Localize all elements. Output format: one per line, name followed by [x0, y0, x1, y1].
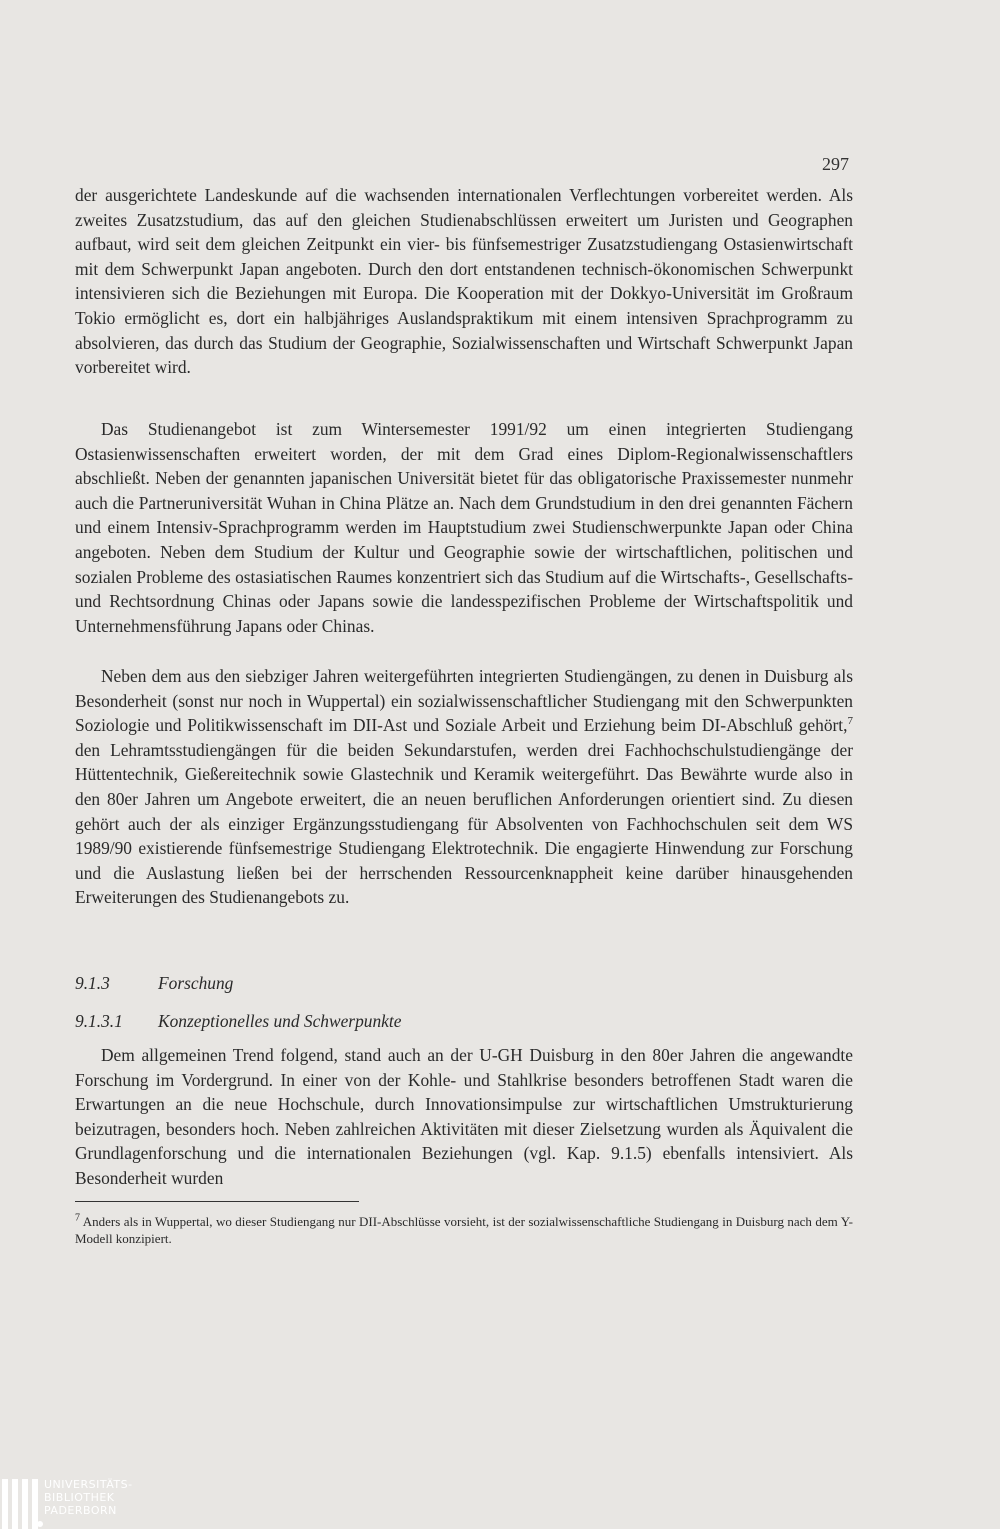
paragraph-3-text-after: den Lehramtsstudiengängen für die beiden Sekundarstufen, werden drei Fachhochschulstudiengänge der Hüttentechnik, Gießereitechnik sowie Glastechnik und Keramik weitergeführt. Das Bewährte wurde also in den 80er Jahren um Angebote erweitert, die an neuen beruflichen Anforderungen orientiert sind. Zu diesen gehört auch der als einziger Ergänzungsstudiengang für Absolventen von Fachhochschulen seit dem WS 1989/90 existierende fünfsemestrige Studiengang Elektrotechnik. Die engagierte Hinwendung zur Forschung und die Auslastung ließen bei der herrschenden Ressourcenknappheit keine darüber hinausgehenden Erweiterungen des Studienangebots zu. — [75, 739, 853, 908]
footnote-mark: 7 — [75, 1212, 80, 1224]
subsection-number: 9.1.3.1 — [75, 1011, 123, 1031]
subsection-heading-9-1-3-1 — [75, 1011, 401, 1032]
subsection-title: Konzeptionelles und Schwerpunkte — [158, 1011, 402, 1031]
footnote-7 — [75, 1213, 853, 1247]
logo-dot-icon — [37, 1521, 43, 1527]
paragraph-1 — [75, 183, 853, 380]
library-logo-line-2: BIBLIOTHEK — [44, 1491, 115, 1504]
footnote-reference-7[interactable]: 7 — [847, 715, 853, 728]
footnote-divider — [75, 1201, 359, 1202]
paragraph-2 — [75, 417, 853, 638]
library-logo-line-1: UNIVERSITÄTS- — [44, 1478, 133, 1491]
library-logo-line-3: PADERBORN — [44, 1504, 117, 1517]
footnote-text: Anders als in Wuppertal, wo dieser Studiengang nur DII-Abschlüsse vorsieht, ist der sozialwissenschaftliche Studiengang in Duisburg nach dem Y-Modell konzipiert. — [75, 1214, 853, 1246]
paragraph-4-text: Dem allgemeinen Trend folgend, stand auch an der U-GH Duisburg in den 80er Jahren die angewandte Forschung im Vordergrund. In einer von der Kohle- und Stahlkrise besonders betroffenen Stadt waren die Erwartungen an die neue Hochschule, durch Innovationsimpulse zur wirtschaftlichen Umstrukturierung beizutragen, besonders hoch. Neben zahlreichen Aktivitäten mit dieser Zielsetzung wurden als Äquivalent die Grundlagenforschung und die internationalen Beziehungen (vgl. Kap. 9.1.5) ebenfalls intensiviert. Als Besonderheit wurden — [75, 1045, 853, 1188]
library-logo-text — [44, 1478, 133, 1517]
paragraph-2-text: Das Studienangebot ist zum Wintersemester 1991/92 um einen integrierten Studiengang Ostasienwissenschaften erweitert worden, der mit dem Grad eines Diplom-Regionalwissenschaftlers abschließt. Neben der genannten japanischen Universität bietet für das obligatorische Praxissemester nunmehr auch die Partneruniversität Wuhan in China Plätze an. Nach dem Grundstudium in den drei genannten Fächern und einem Intensiv-Sprachprogramm werden im Hauptstudium zwei Studienschwerpunkte Japan oder China angeboten. Neben dem Studium der Kultur und Geographie sowie der wirtschaftlichen, politischen und sozialen Probleme des ostasiatischen Raumes konzentriert sich das Studium auf die Wirtschafts-, Gesellschafts- und Rechtsordnung Chinas oder Japans sowie die landesspezifischen Probleme der Wirtschaftspolitik und Unternehmensführung Japans oder Chinas. — [75, 419, 853, 636]
section-number: 9.1.3 — [75, 973, 110, 993]
page-number: 297 — [822, 154, 849, 174]
section-title: Forschung — [158, 973, 234, 993]
paragraph-1-text: der ausgerichtete Landeskunde auf die wachsenden internationalen Verflechtungen vorbereitet werden. Als zweites Zusatzstudium, das auf den gleichen Studienabschlüssen erweitert um Juristen und Geographen aufbaut, wird seit dem gleichen Zeitpunkt ein vier- bis fünfsemestriger Zusatzstudiengang Ostasienwirtschaft mit dem Schwerpunkt Japan angeboten. Durch den dort entstandenen technisch-ökonomischen Schwerpunkt intensivieren sich die Beziehungen mit Europa. Die Kooperation mit der Dokkyo-Universität im Großraum Tokio ermöglicht es, dort ein halbjähriges Auslandspraktikum mit einem intensiven Sprachprogramm zu absolvieren, das durch das Studium der Geographie, Sozialwissenschaften und Wirtschaft Schwerpunkt Japan vorbereitet wird. — [75, 185, 853, 378]
section-heading-9-1-3 — [75, 973, 233, 994]
paragraph-3 — [75, 664, 853, 910]
barcode-icon — [0, 1476, 38, 1529]
paragraph-3-text — [75, 664, 853, 910]
library-logo — [0, 1476, 170, 1529]
paragraph-4 — [75, 1043, 853, 1191]
paragraph-3-text-before: Neben dem aus den siebziger Jahren weitergeführten integrierten Studiengängen, zu denen in Duisburg als Besonderheit (sonst nur noch in Wuppertal) ein sozialwissenschaftlicher Studiengang mit den Schwerpunkten Soziologie und Politikwissenschaft im DII-Ast und Soziale Arbeit und Erziehung beim DI-Abschluß gehört, — [75, 666, 853, 736]
